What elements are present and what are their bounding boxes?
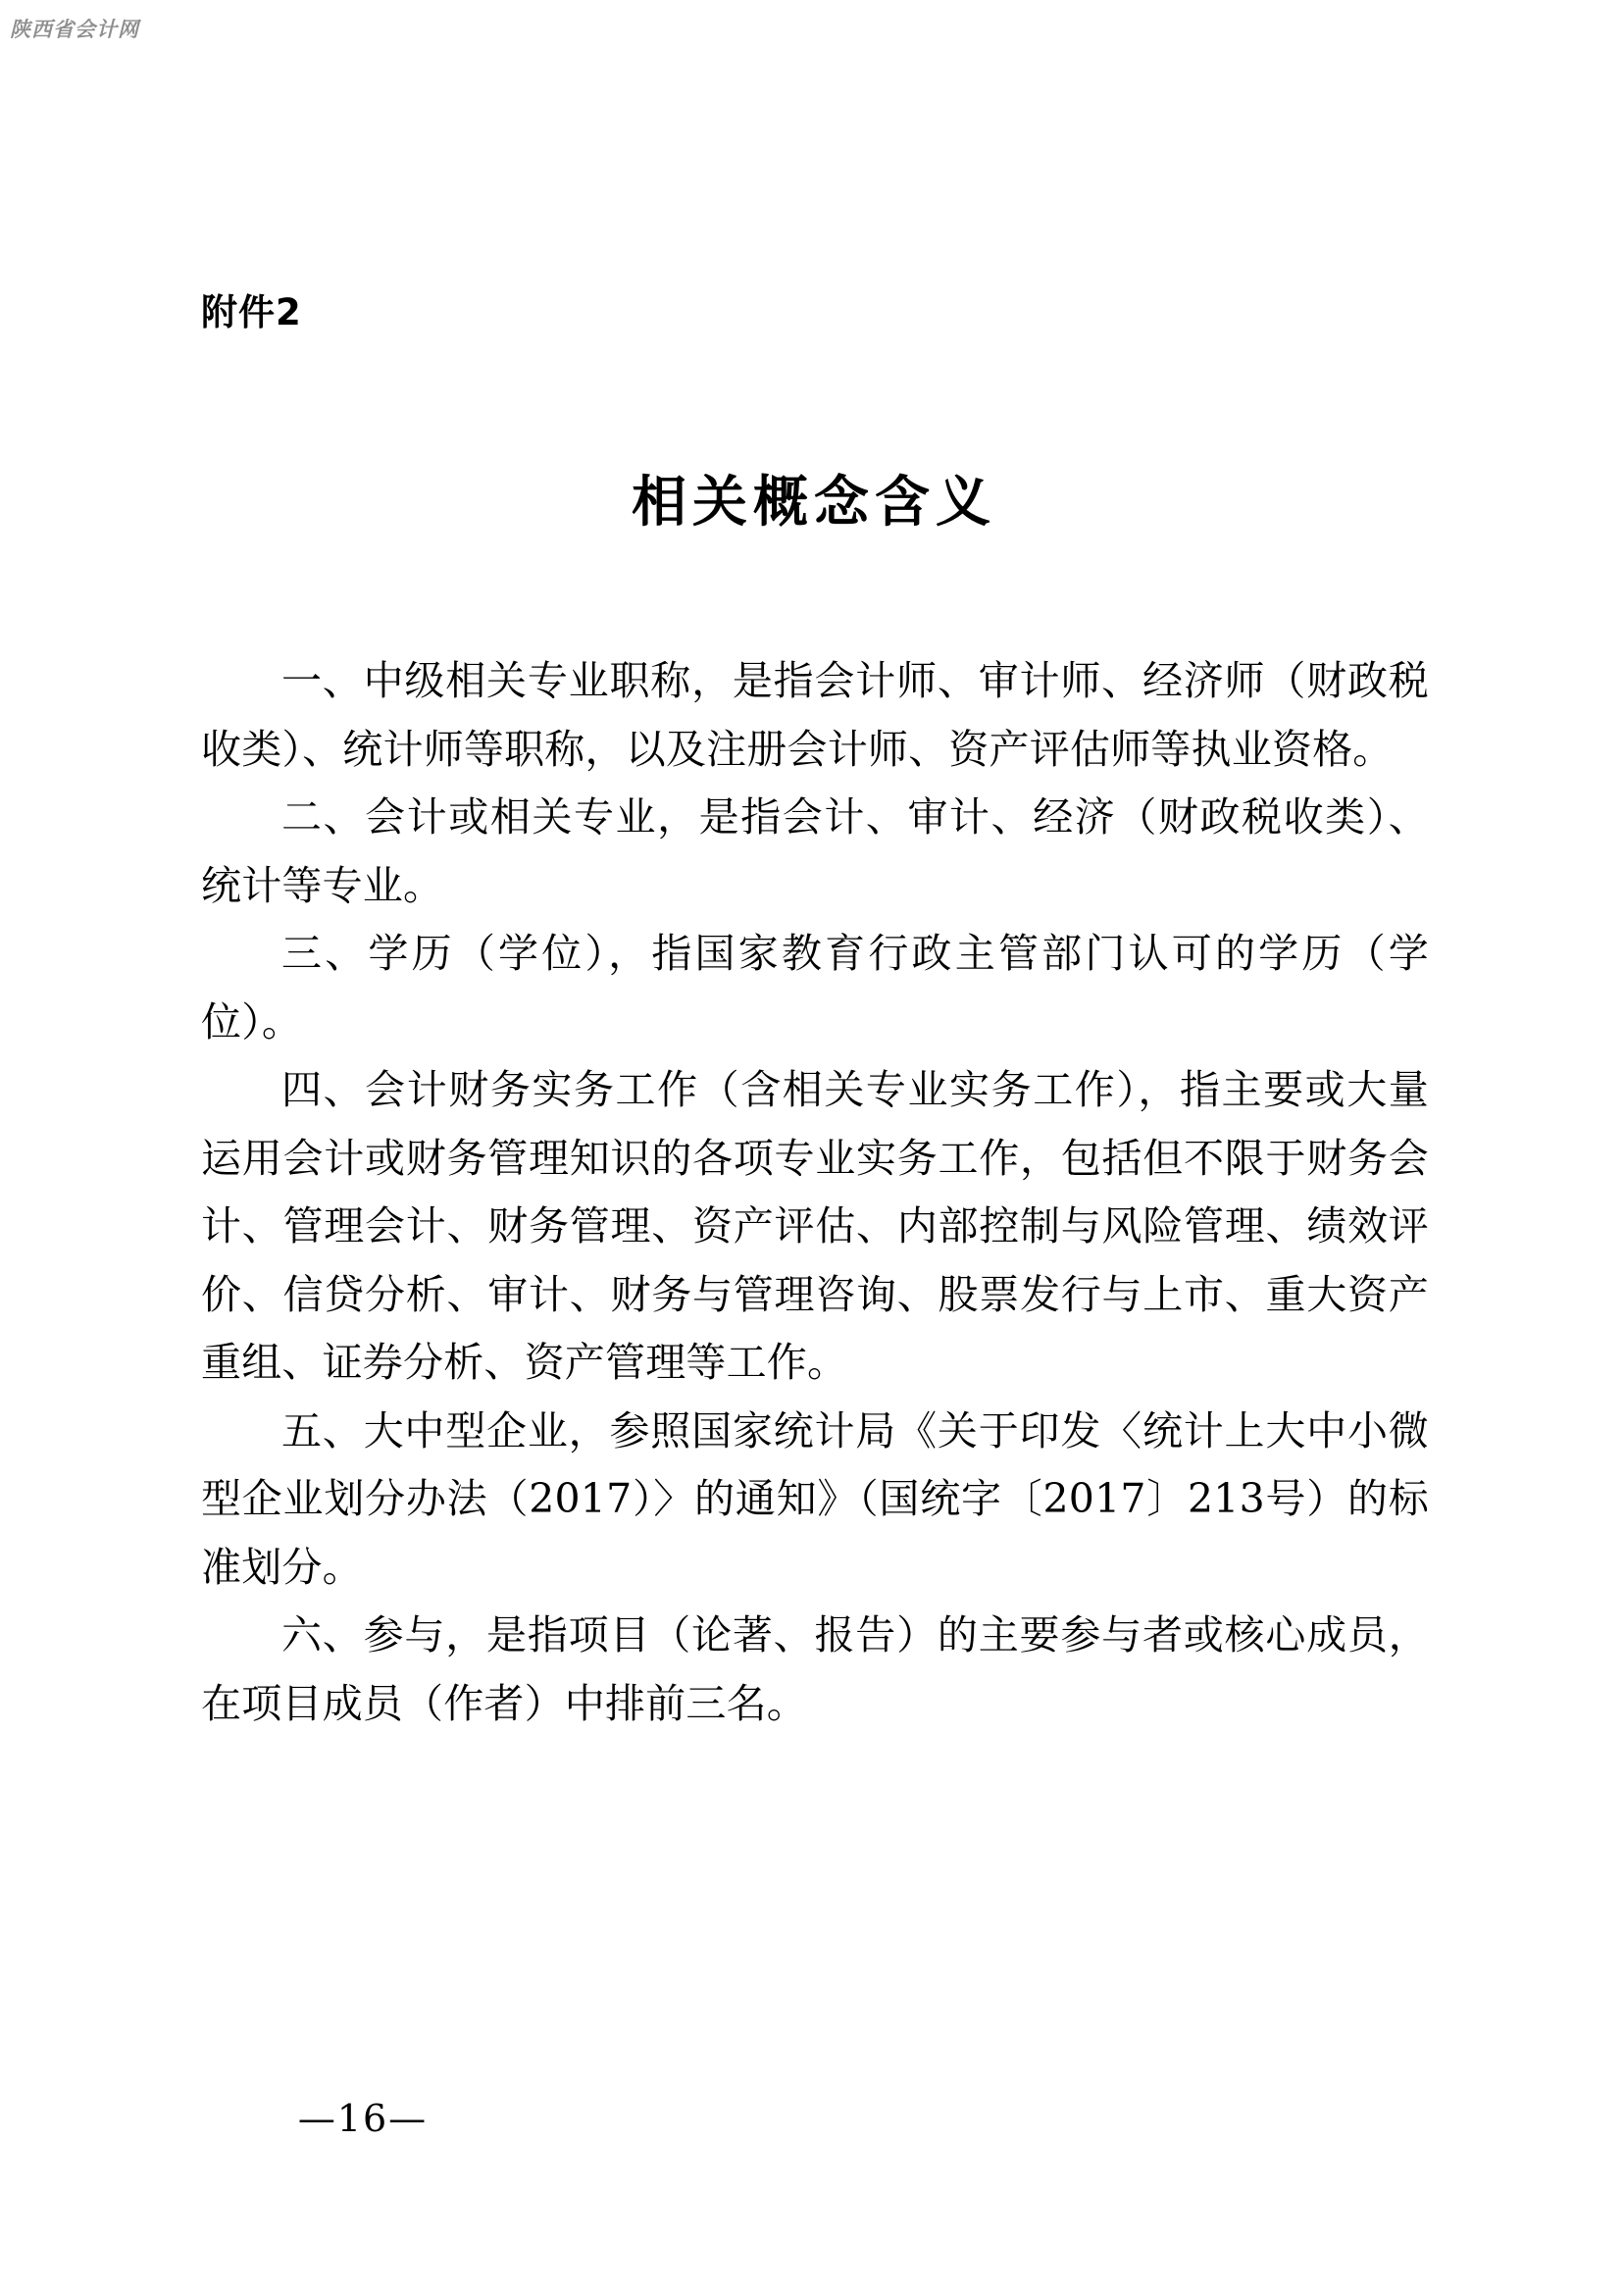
paragraph-item: 三、学历（学位），指国家教育行政主管部门认可的学历（学位）。	[201, 930, 1429, 1045]
paragraph-item: 二、会计或相关专业，是指会计、审计、经济（财政税收类）、统计等专业。	[201, 793, 1429, 909]
page-number: —16—	[297, 2097, 429, 2140]
paragraph-item: 五、大中型企业，参照国家统计局《关于印发〈统计上大中小微型企业划分办法（2017）〉的通知》（国统字〔2017〕213号）的标准划分。	[201, 1406, 1429, 1591]
page-title: 相关概念含义	[632, 469, 996, 535]
body-text	[201, 647, 1429, 1738]
site-watermark: 陕西省会计网	[10, 18, 139, 41]
attachment-label: 附件2	[201, 291, 302, 333]
paragraph-item: 四、会计财务实务工作（含相关专业实务工作），指主要或大量运用会计或财务管理知识的各项专业实务工作，包括但不限于财务会计、管理会计、财务管理、资产评估、内部控制与风险管理、绩效评价、信贷分析、审计、财务与管理咨询、股票发行与上市、重大资产重组、证券分析、资产管理等工作。	[201, 1066, 1429, 1386]
paragraph-item: 一、中级相关专业职称，是指会计师、审计师、经济师（财政税收类）、统计师等职称，以及注册会计师、资产评估师等执业资格。	[201, 657, 1429, 773]
paragraph-item: 六、参与，是指项目（论著、报告）的主要参与者或核心成员，在项目成员（作者）中排前三名。	[201, 1611, 1429, 1727]
